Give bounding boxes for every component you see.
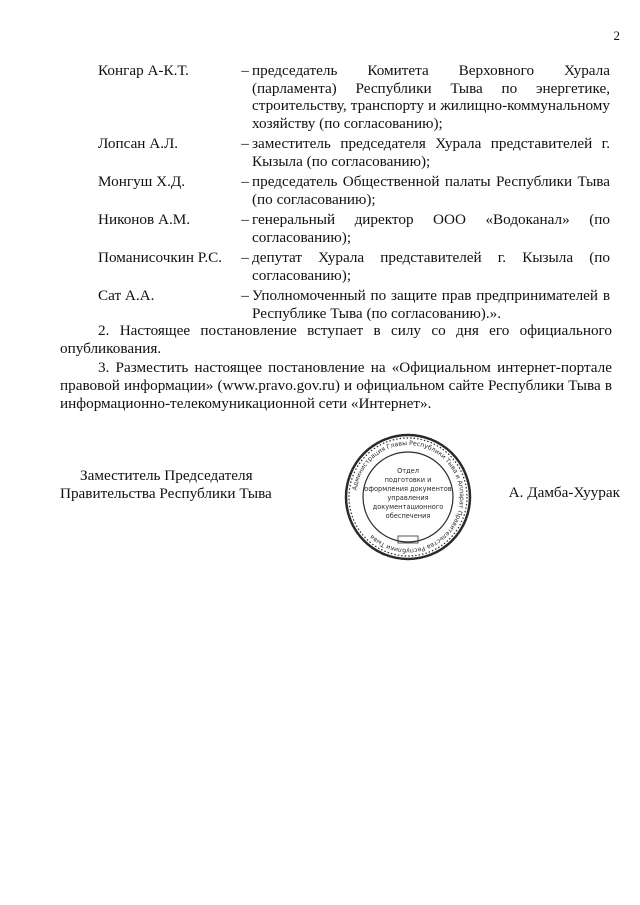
member-dash: – <box>241 173 249 190</box>
member-description: председатель Общественной палаты Республики Тыва (по согласованию); <box>252 173 610 208</box>
member-description: заместитель председателя Хурала представителей г. Кызыла (по согласованию); <box>252 135 610 170</box>
member-row <box>98 62 610 132</box>
paragraph-effective-date: 2. Настоящее постановление вступает в силу со дня его официального опубликования. <box>60 322 612 357</box>
signatory-title-line2: Правительства Республики Тыва <box>60 485 272 502</box>
seal-center-line: оформления документов <box>364 485 452 493</box>
official-seal <box>343 432 473 562</box>
seal-center-line: Отдел <box>397 467 419 475</box>
member-name: Конгар А-К.Т. <box>98 62 189 79</box>
members-list <box>98 62 610 325</box>
seal-center-line: подготовки и <box>384 476 432 484</box>
member-description: председатель Комитета Верховного Хурала (парламента) Республики Тыва по энергетике, строительству, транспорту и жилищно-коммунальному хозяйству (по согласованию); <box>252 62 610 132</box>
member-row <box>98 135 610 170</box>
member-name: Монгуш Х.Д. <box>98 173 186 190</box>
signatory-name: А. Дамба-Хуурак <box>508 484 620 501</box>
seal-center-line: документационного <box>372 503 444 511</box>
member-name: Никонов А.М. <box>98 211 191 228</box>
member-name: Лопсан А.Л. <box>98 135 179 152</box>
member-description: генеральный директор ООО «Водоканал» (по согласованию); <box>252 211 610 246</box>
resolution-paragraphs <box>60 322 612 414</box>
member-dash: – <box>241 287 249 304</box>
member-name: Сат А.А. <box>98 287 155 304</box>
member-row <box>98 211 610 246</box>
member-description: Уполномоченный по защите прав предпринимателей в Республике Тыва (по согласованию).». <box>252 287 610 322</box>
page-number: 2 <box>613 28 620 43</box>
member-dash: – <box>241 211 249 228</box>
paragraph-publication: 3. Разместить настоящее постановление на «Официальном интернет-портале правовой информации» (www.pravo.gov.ru) и официальном сайте Республики Тыва в информационно-телекомуникационной сети «Интернет». <box>60 359 612 412</box>
signatory-title <box>60 467 300 503</box>
seal-center-line: управления <box>387 494 429 502</box>
member-row <box>98 287 610 322</box>
member-description: депутат Хурала представителей г. Кызыла (по согласованию); <box>252 249 610 284</box>
seal-ring-text: Администрация Главы Республики Тыва и Аппарат Правительства Республики Тыва <box>351 439 466 555</box>
member-row <box>98 249 610 284</box>
signatory-title-line1: Заместитель Председателя <box>80 467 253 484</box>
member-row <box>98 173 610 208</box>
member-dash: – <box>241 62 249 79</box>
member-dash: – <box>241 135 249 152</box>
member-name: Поманисочкин Р.С. <box>98 249 223 266</box>
seal-center-line: обеспечения <box>385 512 431 520</box>
member-dash: – <box>241 249 249 266</box>
